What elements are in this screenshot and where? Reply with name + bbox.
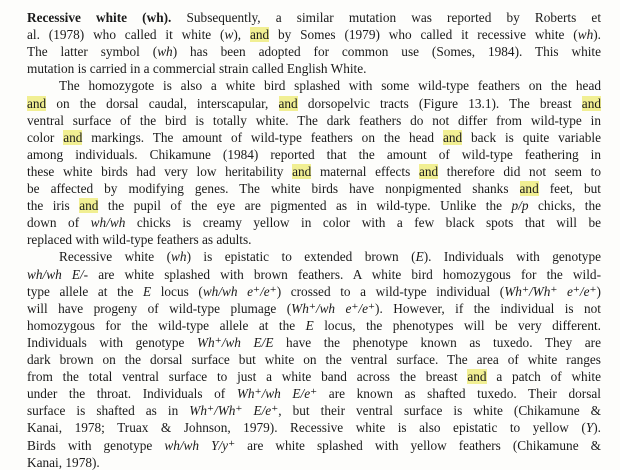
- italic-term: Wh⁺/Wh⁺ E/e⁺: [189, 403, 279, 419]
- text-line: [27, 283, 601, 300]
- italic-term: wh/wh e⁺/e⁺: [202, 283, 277, 299]
- text-segment: locus (: [151, 283, 203, 299]
- text-line: [27, 214, 601, 231]
- text-segment: ). However, if the individual is not: [375, 300, 601, 316]
- italic-term: Wh⁺/wh E/E: [196, 334, 274, 350]
- text-segment: from the total ventral surface to just a white band across the breast: [27, 369, 468, 385]
- highlighted-word: and: [278, 95, 298, 111]
- text-segment: Individuals with genotype: [27, 334, 197, 350]
- italic-term: wh/wh Y/y⁺: [164, 437, 236, 453]
- text-segment: by Somes (1979) who called it recessive white (: [269, 27, 578, 43]
- text-line: [27, 197, 601, 214]
- text-segment: chicks is creamy yellow in color with a few black spots that will be: [125, 215, 601, 231]
- text-segment: Kanai, 1978; Truax & Johnson, 1979). Recessive white is also epistatic to yellow (: [27, 420, 586, 436]
- highlighted-word: and: [418, 163, 439, 179]
- highlighted-word: and: [63, 129, 83, 145]
- highlighted-word: and: [292, 163, 312, 179]
- heading-term: Recessive white (wh).: [27, 10, 172, 25]
- italic-term: Wh⁺/Wh⁺ e⁺/e⁺: [504, 283, 597, 299]
- text-segment: color: [27, 129, 64, 145]
- text-line: [27, 180, 601, 197]
- text-line: [27, 9, 601, 26]
- text-segment: replaced with wild-type feathers as adults.: [27, 232, 252, 248]
- text-segment: markings. The amount of wild-type feathers on the head: [82, 129, 443, 145]
- text-segment: chicks, the: [528, 198, 601, 214]
- text-line: [27, 300, 601, 317]
- text-segment: feet, but: [538, 181, 601, 196]
- text-segment: mutation is carried in a commercial strain called English White.: [27, 61, 367, 77]
- italic-term: wh/wh: [90, 215, 126, 231]
- text-line: [27, 266, 601, 283]
- italic-term: E: [142, 283, 152, 299]
- text-segment: have the phenotype known as tuxedo. They are: [273, 334, 601, 350]
- italic-term: Wh⁺/wh E/e⁺: [236, 386, 318, 402]
- text-segment: al. (1978) who called it white (: [27, 27, 225, 43]
- italic-term: p/p: [511, 198, 529, 214]
- text-line: [27, 437, 601, 454]
- italic-term: wh: [171, 249, 187, 265]
- highlighted-word: and: [79, 198, 99, 214]
- text-segment: dorsopelvic tracts (Figure 13.1). The breast: [297, 95, 582, 111]
- text-segment: ).: [593, 420, 601, 436]
- text-segment: a patch of white: [486, 369, 601, 385]
- text-segment: therefore did not seem to: [438, 163, 601, 179]
- text-segment: Subsequently, a similar mutation was reported by Roberts et: [171, 10, 601, 25]
- text-segment: ).: [593, 27, 601, 43]
- highlighted-word: and: [27, 95, 47, 111]
- text-segment: type allele at the: [27, 283, 143, 299]
- text-segment: ),: [233, 27, 250, 43]
- italic-term: wh/wh E/-: [27, 266, 89, 282]
- italic-term: w: [224, 27, 234, 43]
- text-line: [27, 26, 601, 43]
- text-segment: Recessive white (: [59, 249, 172, 265]
- text-segment: dark brown on the dorsal surface but white on the ventral surface. The area of white ranges: [27, 352, 601, 367]
- text-line: [27, 317, 601, 334]
- highlighted-word: and: [442, 129, 463, 145]
- text-line: [27, 129, 601, 146]
- highlighted-word: and: [519, 181, 539, 196]
- text-segment: are white splashed with yellow feathers (Chikamune &: [235, 437, 601, 453]
- text-line: [27, 385, 601, 402]
- text-segment: be affected by modifying genes. The white birds have nonpigmented shanks: [27, 181, 520, 196]
- text-line: [27, 95, 601, 112]
- text-segment: are known as shafted tuxedo. Their dorsal: [317, 386, 601, 402]
- text-segment: ). Individuals with genotype: [423, 249, 601, 265]
- text-segment: on the dorsal caudal, interscapular,: [46, 95, 279, 111]
- italic-term: Wh⁺/wh e⁺/e⁺: [291, 300, 376, 316]
- text-segment: down of: [27, 215, 91, 231]
- text-line: [27, 112, 601, 129]
- text-line: [27, 163, 601, 180]
- text-segment: back is quite variable: [462, 129, 601, 145]
- italic-term: Y: [585, 420, 594, 436]
- italic-term: wh: [157, 44, 173, 60]
- text-line: [27, 146, 601, 163]
- text-segment: ): [596, 283, 601, 299]
- text-segment: Kanai, 1978).: [27, 454, 100, 470]
- text-segment: maternal effects: [311, 163, 419, 179]
- text-segment: , but their ventral surface is white (Chikamune &: [278, 403, 601, 419]
- text-line: [27, 402, 601, 419]
- text-segment: the pupil of the eye are pigmented as in wild-type. Unlike the: [98, 198, 512, 214]
- text-segment: are white splashed with brown feathers. A white bird homozygous for the wild-: [88, 266, 601, 282]
- text-segment: homozygous for the wild-type allele at the: [27, 317, 306, 333]
- text-segment: locus, the phenotypes will be very different.: [313, 317, 601, 333]
- text-line: [27, 334, 601, 351]
- text-segment: The latter symbol (: [27, 44, 158, 60]
- text-line: [59, 248, 601, 265]
- text-line: [27, 419, 601, 436]
- text-segment: these white birds had very low heritability: [27, 163, 293, 179]
- text-segment: ventral surface of the bird is totally white. The dark feathers do not differ from wild-type in: [27, 112, 601, 128]
- text-segment: ) has been adopted for common use (Somes, 1984). This white: [172, 44, 601, 60]
- text-segment: Birds with genotype: [27, 437, 165, 453]
- text-segment: among individuals. Chikamune (1984) reported that the amount of wild-type feathering in: [27, 146, 601, 162]
- text-segment: under the throat. Individuals of: [27, 386, 237, 402]
- text-segment: the iris: [27, 198, 80, 214]
- highlighted-word: and: [581, 95, 601, 111]
- text-line: [27, 351, 601, 368]
- text-line: [59, 77, 601, 94]
- highlighted-word: and: [467, 369, 487, 385]
- text-segment: surface is shafted as in: [27, 403, 190, 419]
- italic-term: E: [415, 249, 424, 265]
- highlighted-word: and: [249, 27, 270, 43]
- text-segment: The homozygote is also a white bird splashed with some wild-type feathers on the head: [59, 78, 601, 94]
- text-line: [27, 454, 601, 471]
- text-line: [27, 368, 601, 385]
- text-segment: ) crossed to a wild-type individual (: [276, 283, 505, 299]
- italic-term: E: [305, 317, 314, 333]
- text-line: [27, 231, 601, 248]
- text-segment: ) is epistatic to extended brown (: [186, 249, 416, 265]
- italic-term: wh: [577, 27, 594, 43]
- text-line: [27, 43, 601, 60]
- text-line: [27, 60, 601, 77]
- text-segment: will have progeny of wild-type plumage (: [27, 300, 292, 316]
